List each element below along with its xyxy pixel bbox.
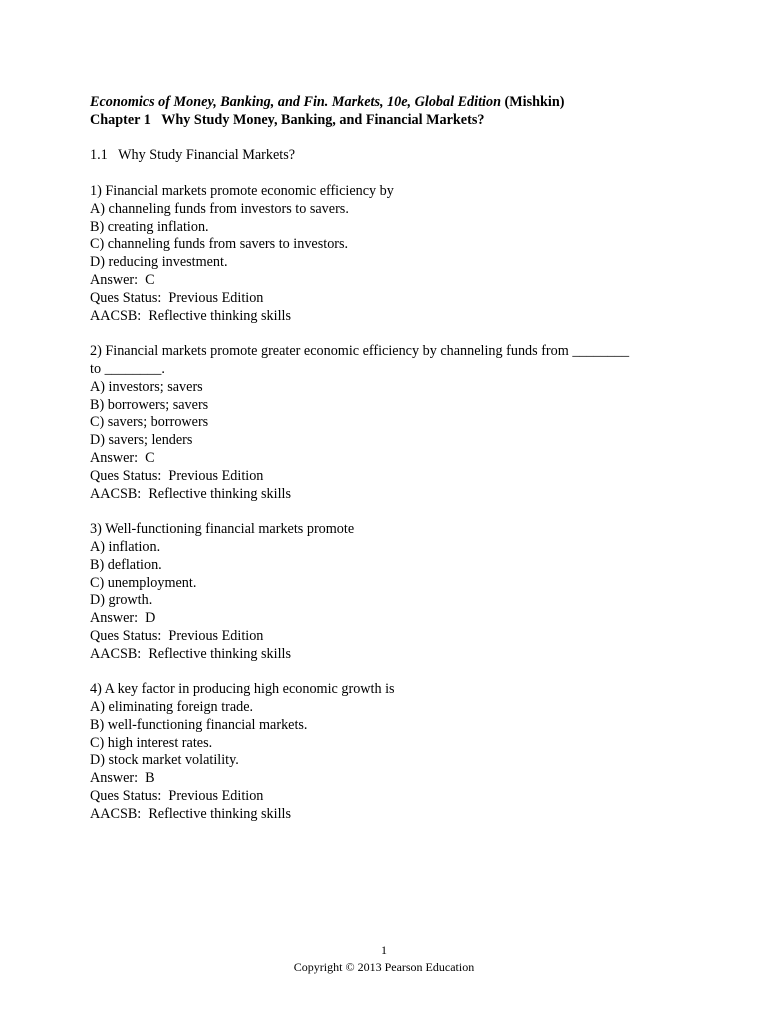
answer-option: D) stock market volatility. [90,752,239,769]
answer-option: C) high interest rates. [90,734,213,751]
page-number: 1 [381,943,387,957]
answer-option: B) well-functioning financial markets. [90,716,308,733]
answer-option: A) investors; savers [90,378,203,395]
answer-key: Answer: C [90,449,155,466]
question-block [90,521,680,663]
question-block [90,183,680,325]
answer-option: D) savers; lenders [90,432,193,449]
book-title: Economics of Money, Banking, and Fin. Markets, 10e, Global Edition [90,94,501,110]
book-author: (Mishkin) [500,94,565,110]
answer-key: Answer: C [90,271,155,288]
answer-option: B) deflation. [90,556,162,573]
chapter-heading: Chapter 1 Why Study Money, Banking, and Financial Markets? [90,111,485,128]
aacsb-tag: AACSB: Reflective thinking skills [90,805,291,822]
answer-option: C) savers; borrowers [90,414,209,431]
answer-key: Answer: D [90,610,156,627]
answer-option: A) inflation. [90,538,161,555]
question-list [90,183,680,824]
answer-option: A) eliminating foreign trade. [90,699,254,716]
answer-option: B) creating inflation. [90,218,209,235]
answer-option: B) borrowers; savers [90,396,209,413]
answer-key: Answer: B [90,770,155,787]
answer-option: C) channeling funds from savers to investors. [90,236,349,253]
book-title-line [90,94,680,112]
aacsb-tag: AACSB: Reflective thinking skills [90,307,291,324]
question-stem: 2) Financial markets promote greater economic efficiency by channeling funds from ________ [90,343,630,360]
aacsb-tag: AACSB: Reflective thinking skills [90,645,291,662]
question-block [90,681,680,823]
answer-option: D) growth. [90,592,153,609]
question-stem: 3) Well-functioning financial markets promote [90,521,355,538]
question-status: Ques Status: Previous Edition [90,627,264,644]
question-block [90,343,680,503]
aacsb-tag: AACSB: Reflective thinking skills [90,485,291,502]
answer-option: A) channeling funds from investors to savers. [90,200,349,217]
copyright-notice: Copyright © 2013 Pearson Education [293,960,475,974]
section-heading: 1.1 Why Study Financial Markets? [90,147,296,164]
page-content [90,94,680,824]
question-stem: to ________. [90,360,165,377]
answer-option: C) unemployment. [90,574,197,591]
question-stem: 4) A key factor in producing high economic growth is [90,681,395,698]
question-status: Ques Status: Previous Edition [90,289,264,306]
question-status: Ques Status: Previous Edition [90,467,264,484]
question-status: Ques Status: Previous Edition [90,788,264,805]
answer-option: D) reducing investment. [90,254,228,271]
question-stem: 1) Financial markets promote economic efficiency by [90,182,394,199]
